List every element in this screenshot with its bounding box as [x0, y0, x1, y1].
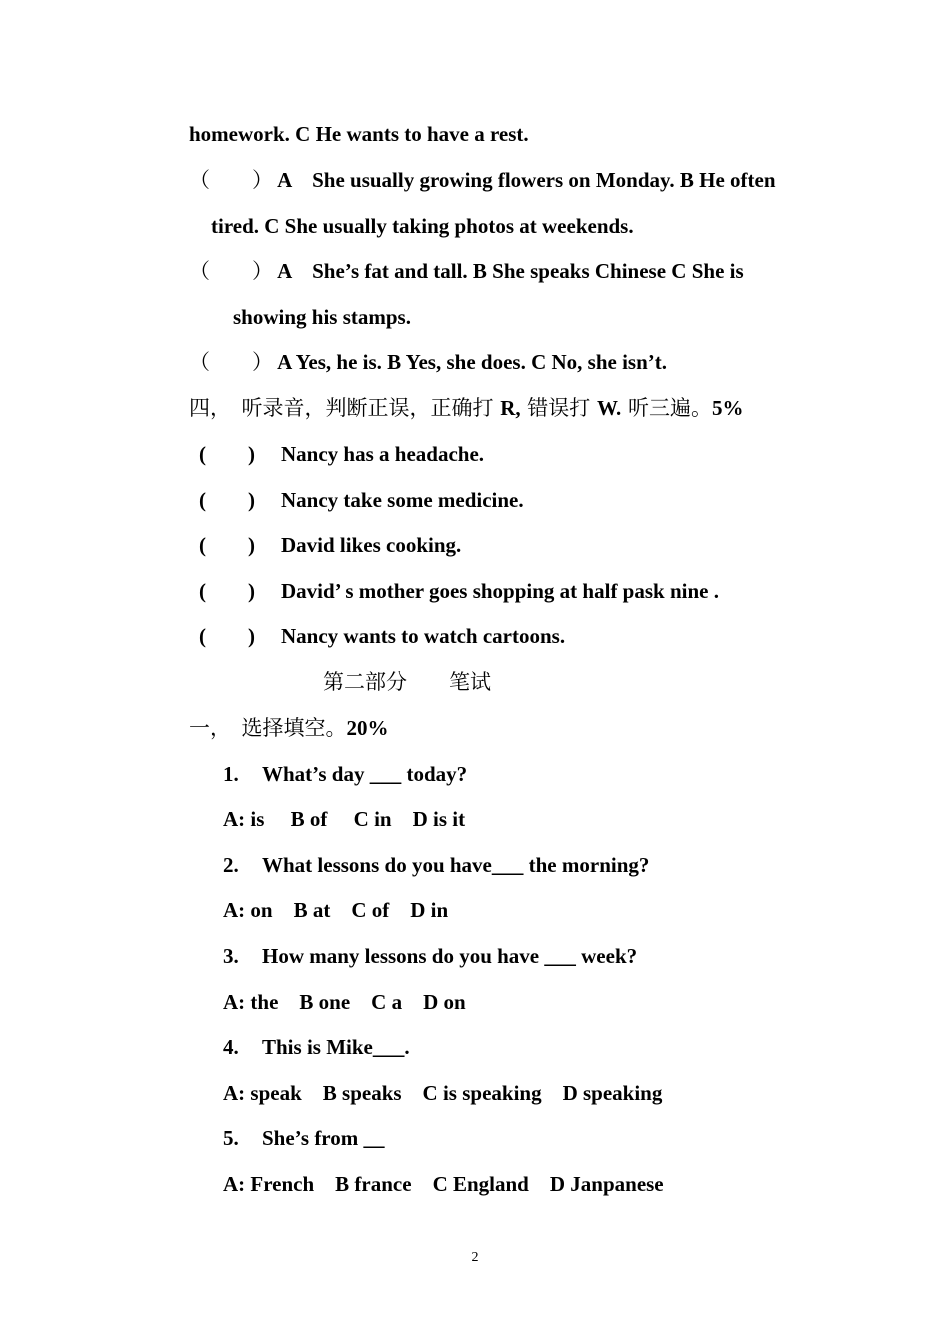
- statement-text: David likes cooking.: [281, 533, 462, 557]
- question-stem: [223, 761, 467, 787]
- question-options-continued: showing his stamps.: [233, 305, 411, 329]
- part-title: 第二部分 笔试: [323, 670, 491, 694]
- question-options: A She’s fat and tall. B She speaks Chinese C She is: [277, 259, 744, 283]
- answer-bracket: ( ): [199, 442, 255, 466]
- statement-text: Nancy has a headache.: [281, 442, 485, 466]
- section-score: 5%: [711, 396, 744, 420]
- question-choices: A: is B of C in D is it: [223, 807, 466, 831]
- answer-bracket: （ ）: [189, 259, 273, 283]
- statement-text: Nancy take some medicine.: [281, 488, 524, 512]
- true-false-item: [199, 441, 484, 467]
- answer-bracket: ( ): [199, 488, 255, 512]
- section-score: 20%: [346, 716, 389, 740]
- question-options: A She usually growing flowers on Monday. B He often: [277, 168, 776, 192]
- true-false-item: [199, 487, 524, 513]
- page-number: 2: [471, 1250, 479, 1265]
- question-text: What lessons do you have___ the morning?: [262, 853, 650, 877]
- statement-text: David’ s mother goes shopping at half pask nine .: [281, 579, 719, 603]
- mark-w: W.: [596, 396, 622, 420]
- question-stem: [223, 1125, 385, 1151]
- question-number: 1.: [223, 762, 239, 786]
- question-options-continued: tired. C She usually taking photos at weekends.: [211, 214, 634, 238]
- question-line: [189, 167, 776, 193]
- section-heading-text: 一， 选择填空。: [189, 716, 347, 740]
- question-line: [189, 258, 744, 284]
- question-choices: A: on B at C of D in: [223, 898, 449, 922]
- question-stem: [223, 1034, 410, 1060]
- answer-bracket: ( ): [199, 533, 255, 557]
- question-choices: A: the B one C a D on: [223, 990, 466, 1014]
- section-heading-text: 错误打: [520, 396, 597, 420]
- answer-bracket: ( ): [199, 579, 255, 603]
- answer-bracket: （ ）: [189, 350, 273, 374]
- question-choices: A: speak B speaks C is speaking D speaking: [223, 1081, 663, 1105]
- section-heading-text: 四， 听录音，判断正误，正确打: [189, 396, 501, 420]
- question-number: 2.: [223, 853, 239, 877]
- true-false-item: [199, 578, 719, 604]
- question-number: 4.: [223, 1035, 239, 1059]
- question-text: What’s day ___ today?: [262, 762, 468, 786]
- question-choices: A: French B france C England D Janpanese: [223, 1172, 664, 1196]
- question-text: She’s from __: [262, 1126, 385, 1150]
- true-false-item: [199, 623, 565, 649]
- continued-answer-line: homework. C He wants to have a rest.: [189, 122, 529, 146]
- section-heading: [189, 715, 389, 741]
- question-number: 5.: [223, 1126, 239, 1150]
- question-stem: [223, 943, 637, 969]
- question-stem: [223, 852, 649, 878]
- mark-r: R,: [500, 396, 521, 420]
- answer-bracket: ( ): [199, 624, 255, 648]
- question-number: 3.: [223, 944, 239, 968]
- answer-bracket: （ ）: [189, 168, 273, 192]
- question-text: How many lessons do you have ___ week?: [262, 944, 638, 968]
- statement-text: Nancy wants to watch cartoons.: [281, 624, 566, 648]
- question-text: This is Mike___.: [262, 1035, 410, 1059]
- section-heading: [189, 395, 743, 421]
- question-line: [189, 349, 667, 375]
- true-false-item: [199, 532, 461, 558]
- section-heading-text: 听三遍。: [621, 396, 712, 420]
- question-options: A Yes, he is. B Yes, she does. C No, she isn’t.: [277, 350, 667, 374]
